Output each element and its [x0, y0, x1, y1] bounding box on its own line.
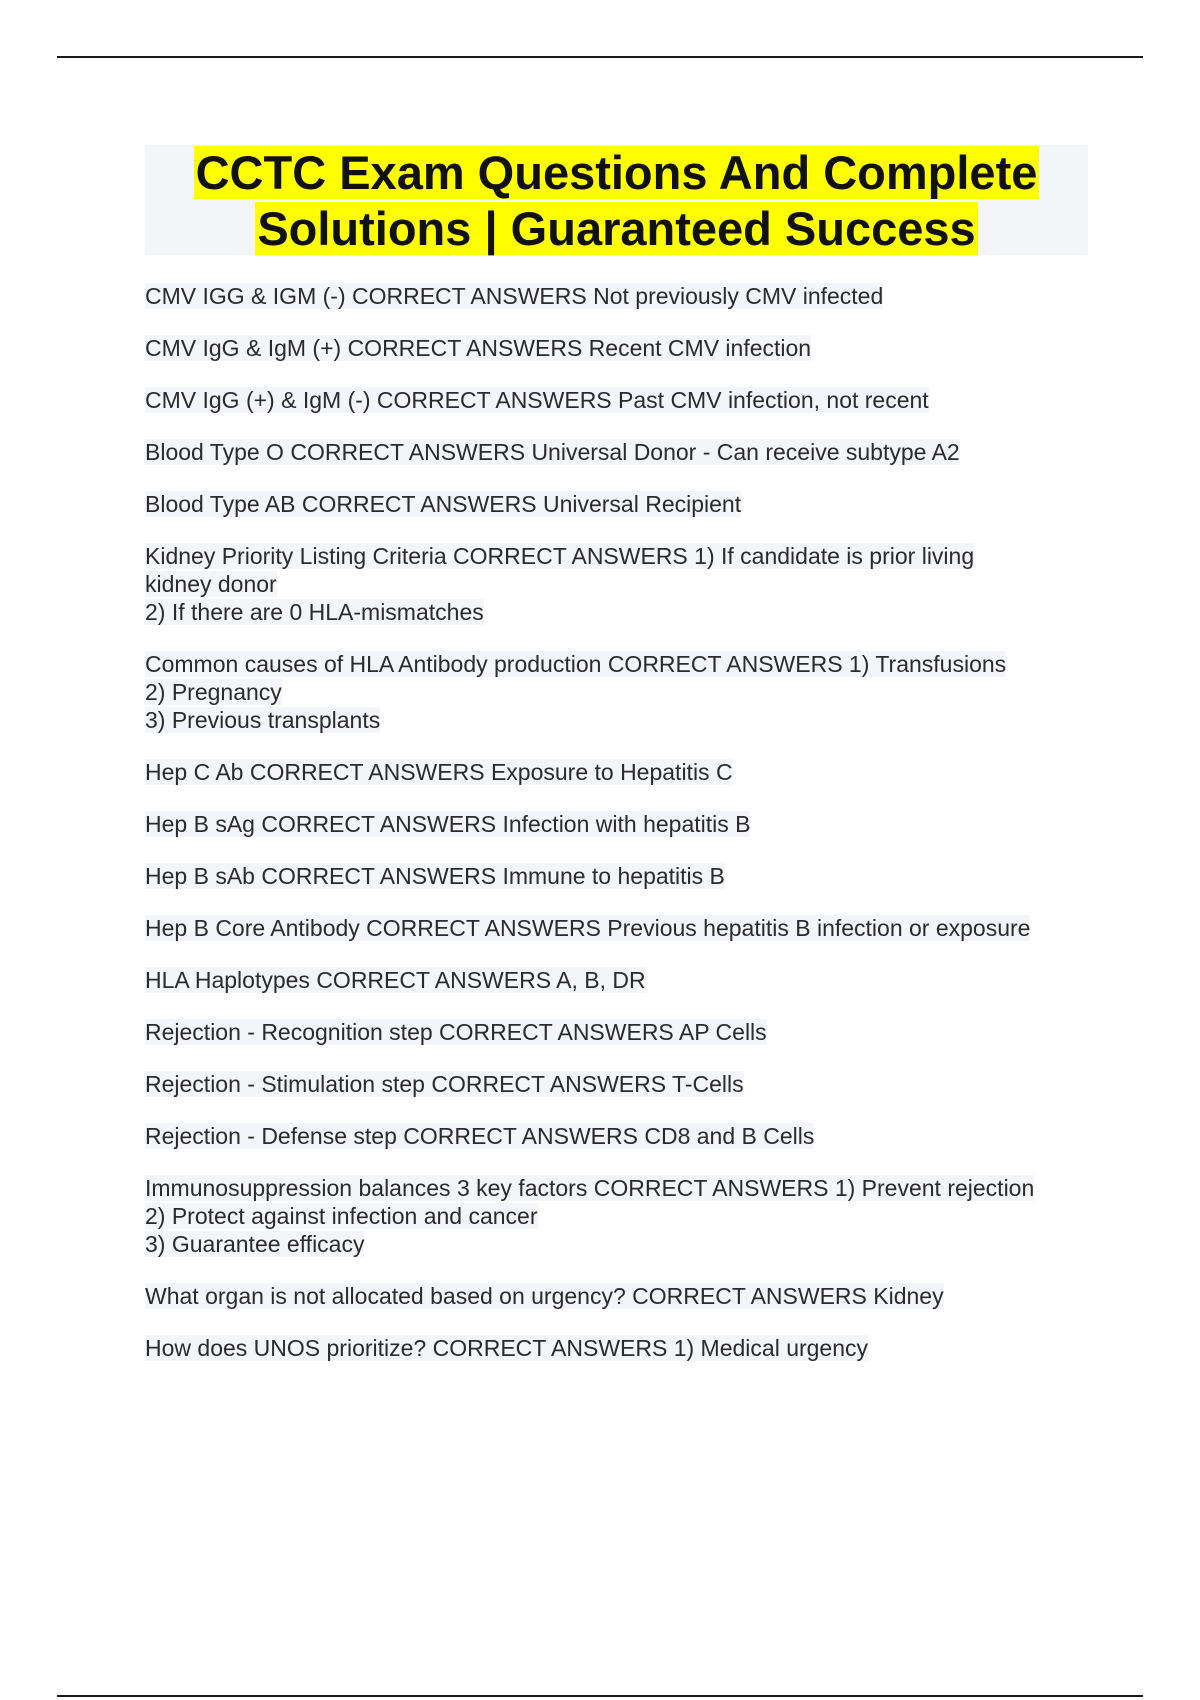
qa-entry: [145, 1334, 1095, 1362]
qa-line-text: 2) Pregnancy: [145, 679, 282, 705]
qa-line-text: Blood Type O CORRECT ANSWERS Universal Donor - Can receive subtype A2: [145, 439, 960, 465]
qa-line-text: CMV IgG (+) & IgM (-) CORRECT ANSWERS Past CMV infection, not recent: [145, 387, 929, 413]
qa-line-text: CMV IGG & IGM (-) CORRECT ANSWERS Not previously CMV infected: [145, 283, 884, 309]
qa-entry: [145, 1122, 1095, 1150]
qa-line: [145, 1230, 1095, 1258]
qa-line-text: 3) Previous transplants: [145, 707, 381, 733]
qa-entry: [145, 334, 1095, 362]
qa-line: [145, 1202, 1095, 1230]
qa-entry: [145, 758, 1095, 786]
qa-line-text: Rejection - Recognition step CORRECT ANSWERS AP Cells: [145, 1019, 767, 1045]
qa-line-text: 2) If there are 0 HLA-mismatches: [145, 599, 484, 625]
qa-line-text: Hep B sAg CORRECT ANSWERS Infection with hepatitis B: [145, 811, 751, 837]
qa-entry: [145, 1282, 1095, 1310]
qa-line-text: Blood Type AB CORRECT ANSWERS Universal Recipient: [145, 491, 742, 517]
qa-line-text: What organ is not allocated based on urgency? CORRECT ANSWERS Kidney: [145, 1283, 944, 1309]
qa-line: [145, 1122, 1095, 1150]
qa-line: [145, 1334, 1095, 1362]
qa-line: [145, 862, 1095, 890]
qa-line-text: Hep B sAb CORRECT ANSWERS Immune to hepatitis B: [145, 863, 725, 889]
qa-line-text: CMV IgG & IgM (+) CORRECT ANSWERS Recent CMV infection: [145, 335, 812, 361]
qa-entry: [145, 810, 1095, 838]
qa-line-text: Kidney Priority Listing Criteria CORRECT ANSWERS 1) If candidate is prior living: [145, 543, 975, 569]
qa-line: [145, 570, 1095, 598]
qa-entry: [145, 862, 1095, 890]
qa-line-text: Common causes of HLA Antibody production CORRECT ANSWERS 1) Transfusions: [145, 651, 1007, 677]
qa-line: [145, 966, 1095, 994]
qa-line-text: Rejection - Defense step CORRECT ANSWERS CD8 and B Cells: [145, 1123, 815, 1149]
qa-line: [145, 1174, 1095, 1202]
document-title: [145, 145, 1088, 255]
qa-entry: [145, 650, 1095, 734]
bottom-rule: [57, 1695, 1143, 1697]
qa-line-text: How does UNOS prioritize? CORRECT ANSWERS 1) Medical urgency: [145, 1335, 869, 1361]
qa-line: [145, 438, 1095, 466]
qa-line: [145, 490, 1095, 518]
qa-line: [145, 1070, 1095, 1098]
qa-line: [145, 1018, 1095, 1046]
qa-entry: [145, 438, 1095, 466]
qa-line: [145, 598, 1095, 626]
qa-line: [145, 914, 1095, 942]
qa-line-text: Immunosuppression balances 3 key factors CORRECT ANSWERS 1) Prevent rejection: [145, 1175, 1035, 1201]
qa-line-text: Hep B Core Antibody CORRECT ANSWERS Previous hepatitis B infection or exposure: [145, 915, 1031, 941]
qa-line-text: kidney donor: [145, 571, 277, 597]
qa-entry: [145, 386, 1095, 414]
qa-line: [145, 650, 1095, 678]
title-line-2: Solutions | Guaranteed Success: [257, 202, 976, 255]
qa-entry: [145, 282, 1095, 310]
qa-entry: [145, 966, 1095, 994]
qa-entry: [145, 1174, 1095, 1258]
qa-line-text: Rejection - Stimulation step CORRECT ANSWERS T-Cells: [145, 1071, 744, 1097]
qa-line: [145, 542, 1095, 570]
qa-line: [145, 386, 1095, 414]
qa-line: [145, 758, 1095, 786]
qa-line: [145, 706, 1095, 734]
qa-line-text: 3) Guarantee efficacy: [145, 1231, 365, 1257]
qa-list: [145, 282, 1095, 1386]
qa-line: [145, 282, 1095, 310]
qa-line-text: 2) Protect against infection and cancer: [145, 1203, 538, 1229]
qa-entry: [145, 1018, 1095, 1046]
qa-line: [145, 810, 1095, 838]
qa-line: [145, 1282, 1095, 1310]
qa-line-text: Hep C Ab CORRECT ANSWERS Exposure to Hepatitis C: [145, 759, 733, 785]
qa-line: [145, 334, 1095, 362]
qa-line-text: HLA Haplotypes CORRECT ANSWERS A, B, DR: [145, 967, 646, 993]
qa-entry: [145, 1070, 1095, 1098]
qa-entry: [145, 490, 1095, 518]
top-rule: [57, 56, 1143, 58]
qa-entry: [145, 542, 1095, 626]
title-line-1: CCTC Exam Questions And Complete: [195, 146, 1038, 199]
qa-line: [145, 678, 1095, 706]
qa-entry: [145, 914, 1095, 942]
